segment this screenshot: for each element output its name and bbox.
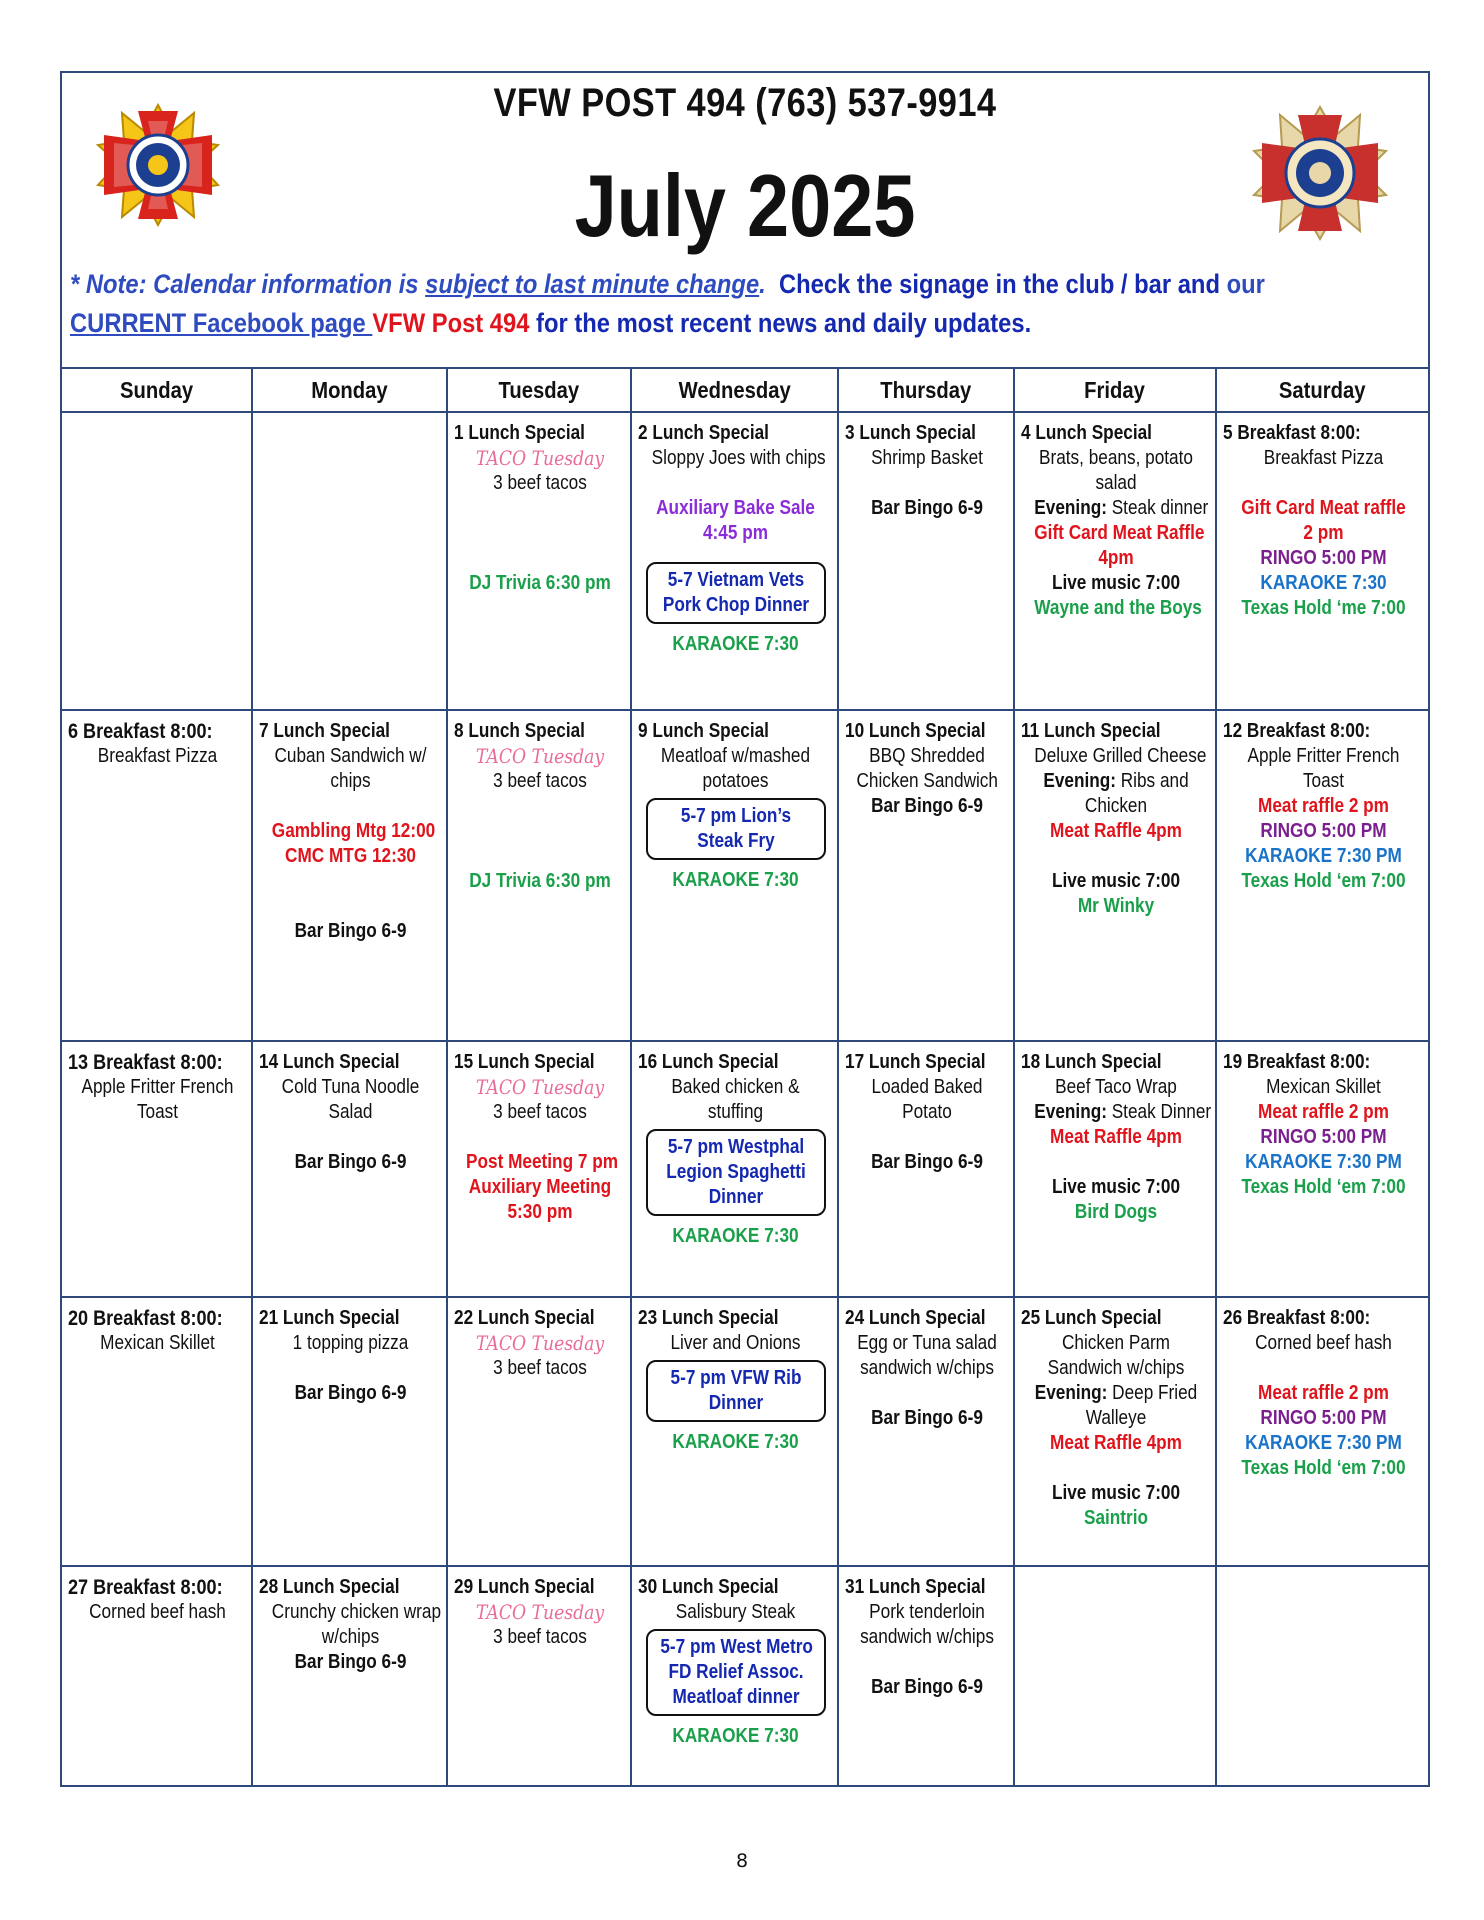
day-cell	[448, 1042, 632, 1298]
event-line: TACO Tuesday	[475, 1331, 605, 1355]
calendar-note	[70, 265, 1265, 343]
event-line: Beef Taco Wrap	[1055, 1076, 1177, 1098]
event-line: 3 beef tacos	[493, 472, 587, 494]
day-cell	[839, 711, 1015, 1042]
evening-label: Evening:	[1034, 497, 1107, 519]
event-line: Crunchy chicken wrap	[271, 1601, 442, 1623]
day-cell	[62, 413, 253, 711]
spacer	[454, 521, 626, 546]
event-line: Gambling Mtg 12:00	[271, 820, 436, 842]
event-line: Apple Fritter French	[81, 1076, 234, 1098]
dinner-event-box	[646, 1629, 826, 1716]
day-cell	[448, 1298, 632, 1567]
event-line: RINGO 5:00 PM	[1260, 1126, 1387, 1148]
event-line: salad	[1095, 472, 1137, 494]
spacer	[259, 869, 442, 894]
event-line: BBQ Shredded	[869, 745, 985, 767]
event-line: Cuban Sandwich w/	[274, 745, 427, 767]
event-line: Bird Dogs	[1074, 1201, 1158, 1223]
spacer	[454, 819, 626, 844]
dinner-event-box	[646, 798, 826, 860]
day-cell	[448, 711, 632, 1042]
dinner-event-box	[646, 1129, 826, 1216]
event-line: chips	[330, 770, 371, 792]
spacer	[259, 1125, 442, 1150]
event-line: CMC MTG 12:30	[285, 845, 416, 867]
day-number-heading: 30 Lunch Special	[638, 1576, 779, 1598]
day-cell	[62, 1298, 253, 1567]
event-line: Auxiliary Meeting	[468, 1176, 612, 1198]
event-box-line: Steak Fry	[696, 830, 775, 852]
day-header-label: Saturday	[1279, 377, 1366, 403]
event-line: Wayne and the Boys	[1034, 597, 1202, 619]
day-number-heading: 2 Lunch Special	[638, 422, 769, 444]
day-number-heading: 21 Lunch Special	[259, 1307, 400, 1329]
evening-special	[1034, 1381, 1197, 1406]
day-number-heading: 29 Lunch Special	[454, 1576, 595, 1598]
day-cell	[632, 1042, 839, 1298]
event-line: Meat Raffle 4pm	[1050, 1126, 1182, 1148]
day-cell	[1217, 1042, 1428, 1298]
day-cell	[1015, 1298, 1217, 1567]
event-box-line: 5-7 Vietnam Vets	[667, 569, 804, 591]
day-header-sunday	[62, 369, 253, 413]
day-cell	[253, 1042, 448, 1298]
event-line: Meatloaf w/mashed	[660, 745, 811, 767]
spacer	[259, 794, 442, 819]
event-box-line: Meatloaf dinner	[671, 1686, 800, 1708]
day-number-heading: 8 Lunch Special	[454, 720, 585, 742]
day-number-heading: 27 Breakfast 8:00:	[68, 1576, 223, 1599]
event-line: Liver and Onions	[670, 1332, 801, 1354]
day-number-heading: 26 Breakfast 8:00:	[1223, 1307, 1371, 1329]
event-line: sandwich w/chips	[860, 1626, 994, 1648]
event-line: Corned beef hash	[89, 1601, 226, 1623]
evening-value: Steak Dinner	[1106, 1101, 1212, 1123]
note-updates-text: for the most recent news and daily updates.	[529, 308, 1032, 338]
event-box-line: 5-7 pm Lion’s	[680, 805, 791, 827]
event-line: Mr Winky	[1077, 895, 1155, 917]
spacer	[845, 1125, 1009, 1150]
day-cell	[253, 1298, 448, 1567]
day-header-thursday	[839, 369, 1015, 413]
day-cell	[1217, 1298, 1428, 1567]
spacer	[1223, 1356, 1424, 1381]
event-line: Chicken Sandwich	[856, 770, 998, 792]
evening-value: Deep Fried	[1107, 1382, 1198, 1404]
event-line: Texas Hold ‘em 7:00	[1241, 1457, 1406, 1479]
event-line: Auxiliary Bake Sale	[656, 497, 815, 519]
day-number-heading: 28 Lunch Special	[259, 1576, 400, 1598]
day-number-heading: 1 Lunch Special	[454, 422, 585, 444]
day-cell	[839, 1567, 1015, 1787]
day-number-heading: 7 Lunch Special	[259, 720, 390, 742]
day-cell	[1217, 711, 1428, 1042]
event-line: Brats, beans, potato	[1039, 447, 1193, 469]
event-line: Sloppy Joes with chips	[651, 447, 826, 469]
day-number-heading: 24 Lunch Special	[845, 1307, 986, 1329]
event-line: Loaded Baked	[871, 1076, 983, 1098]
day-number-heading: 5 Breakfast 8:00:	[1223, 422, 1361, 444]
event-line: stuffing	[707, 1101, 764, 1123]
day-number-heading: 14 Lunch Special	[259, 1051, 400, 1073]
evening-label: Evening:	[1034, 1101, 1107, 1123]
event-line: potatoes	[702, 770, 769, 792]
event-line: Toast	[1302, 770, 1345, 792]
spacer	[638, 546, 833, 558]
event-line: TACO Tuesday	[475, 744, 605, 768]
day-number-heading: 31 Lunch Special	[845, 1576, 986, 1598]
spacer	[1021, 1150, 1211, 1175]
note-change-link-text: subject to last minute change	[425, 269, 760, 299]
event-line: Bar Bingo 6-9	[871, 795, 983, 817]
day-number-heading: 25 Lunch Special	[1021, 1307, 1162, 1329]
event-line: Shrimp Basket	[871, 447, 983, 469]
event-line: KARAOKE 7:30	[672, 1225, 799, 1247]
event-line: 3 beef tacos	[493, 1626, 587, 1648]
spacer	[638, 471, 833, 496]
event-box-line: 5-7 pm Westphal	[667, 1136, 804, 1158]
spacer	[454, 844, 626, 869]
spacer	[1021, 1456, 1211, 1481]
event-line: KARAOKE 7:30	[1260, 572, 1387, 594]
calendar-header	[62, 73, 1428, 369]
spacer	[845, 471, 1009, 496]
event-line: KARAOKE 7:30 PM	[1245, 1151, 1402, 1173]
event-line: 1 topping pizza	[292, 1332, 409, 1354]
day-header-label: Monday	[311, 377, 388, 403]
event-line: sandwich w/chips	[860, 1357, 994, 1379]
event-line: Live music 7:00	[1051, 870, 1181, 892]
event-line: Pork tenderloin	[869, 1601, 985, 1623]
evening-label: Evening:	[1043, 770, 1116, 792]
event-line: Texas Hold ‘em 7:00	[1241, 1176, 1406, 1198]
note-our: our	[1226, 269, 1265, 299]
day-number-heading: 16 Lunch Special	[638, 1051, 779, 1073]
day-cell	[1015, 711, 1217, 1042]
day-number-heading: 9 Lunch Special	[638, 720, 769, 742]
event-line: Bar Bingo 6-9	[294, 920, 407, 942]
evening-value: Steak dinner	[1106, 497, 1209, 519]
event-line: Meat raffle 2 pm	[1258, 795, 1389, 817]
event-line: Mexican Skillet	[100, 1332, 215, 1354]
event-line: Live music 7:00	[1051, 572, 1181, 594]
day-header-label: Tuesday	[498, 377, 580, 403]
event-line: Bar Bingo 6-9	[871, 1676, 983, 1698]
event-line: Bar Bingo 6-9	[871, 497, 983, 519]
event-line: 4pm	[1098, 547, 1134, 569]
day-number-heading: 10 Lunch Special	[845, 720, 986, 742]
event-line: Cold Tuna Noodle	[281, 1076, 420, 1098]
event-line: RINGO 5:00 PM	[1260, 820, 1387, 842]
day-header-label: Sunday	[119, 377, 194, 403]
event-line: Deluxe Grilled Cheese	[1034, 745, 1207, 767]
day-number-heading: 12 Breakfast 8:00:	[1223, 720, 1371, 742]
day-header-label: Wednesday	[678, 377, 791, 403]
day-number-heading: 17 Lunch Special	[845, 1051, 986, 1073]
day-number-heading: 15 Lunch Special	[454, 1051, 595, 1073]
evening-value: Ribs and	[1115, 770, 1189, 792]
event-line: TACO Tuesday	[475, 1600, 605, 1624]
evening-special	[1034, 769, 1197, 794]
day-cell	[632, 711, 839, 1042]
day-cell	[448, 413, 632, 711]
event-line: KARAOKE 7:30	[672, 1725, 799, 1747]
day-header-saturday	[1217, 369, 1428, 413]
day-cell	[448, 1567, 632, 1787]
event-box-line: Dinner	[708, 1392, 763, 1414]
event-box-line: 5-7 pm VFW Rib	[670, 1367, 801, 1389]
day-number-heading: 22 Lunch Special	[454, 1307, 595, 1329]
note-period: .	[759, 269, 766, 299]
event-line: KARAOKE 7:30	[672, 633, 799, 655]
day-header-label: Thursday	[880, 377, 972, 403]
day-cell	[62, 1567, 253, 1787]
day-number-heading: 19 Breakfast 8:00:	[1223, 1051, 1371, 1073]
event-line: TACO Tuesday	[475, 1075, 605, 1099]
event-line: Breakfast Pizza	[1263, 447, 1384, 469]
event-line: KARAOKE 7:30	[672, 1431, 799, 1453]
event-line: Bar Bingo 6-9	[294, 1382, 407, 1404]
day-number-heading: 13 Breakfast 8:00:	[68, 1051, 223, 1074]
spacer	[1021, 844, 1211, 869]
day-header-friday	[1015, 369, 1217, 413]
day-number-heading: 3 Lunch Special	[845, 422, 976, 444]
event-line: Gift Card Meat raffle	[1241, 497, 1406, 519]
day-header-monday	[253, 369, 448, 413]
event-line: Salisbury Steak	[675, 1601, 796, 1623]
event-box-line: Legion Spaghetti	[665, 1161, 806, 1183]
event-line: Bar Bingo 6-9	[871, 1151, 983, 1173]
day-number-heading: 6 Breakfast 8:00:	[68, 720, 213, 743]
day-cell	[253, 413, 448, 711]
event-box-line: Dinner	[708, 1186, 763, 1208]
spacer	[845, 1381, 1009, 1406]
vfw-auxiliary-emblem-icon	[1248, 101, 1392, 245]
event-line: KARAOKE 7:30 PM	[1245, 1432, 1402, 1454]
month-title: July 2025	[574, 156, 916, 255]
evening-special	[1034, 1100, 1212, 1125]
event-line: Corned beef hash	[1255, 1332, 1392, 1354]
day-cell	[1015, 413, 1217, 711]
day-cell	[253, 1567, 448, 1787]
event-line: Live music 7:00	[1051, 1176, 1181, 1198]
event-line: Mexican Skillet	[1266, 1076, 1381, 1098]
day-cell	[632, 1567, 839, 1787]
spacer	[259, 1356, 442, 1381]
event-line: KARAOKE 7:30	[672, 869, 799, 891]
evening-special	[1034, 496, 1209, 521]
day-cell	[1015, 1042, 1217, 1298]
event-line: Meat Raffle 4pm	[1050, 820, 1182, 842]
event-line: 3 beef tacos	[493, 1101, 587, 1123]
event-line: Post Meeting 7 pm	[466, 1151, 619, 1173]
event-line: Walleye	[1085, 1407, 1147, 1429]
event-line: Apple Fritter French	[1247, 745, 1400, 767]
day-cell	[62, 1042, 253, 1298]
event-line: Meat raffle 2 pm	[1258, 1382, 1389, 1404]
event-line: w/chips	[321, 1626, 380, 1648]
event-box-line: Pork Chop Dinner	[662, 594, 809, 616]
page-number: 8	[735, 1850, 749, 1872]
day-number-heading: 4 Lunch Special	[1021, 422, 1152, 444]
event-line: 2 pm	[1303, 522, 1344, 544]
day-cell	[839, 1042, 1015, 1298]
day-header-wednesday	[632, 369, 839, 413]
event-line: Meat raffle 2 pm	[1258, 1101, 1389, 1123]
day-cell	[632, 413, 839, 711]
event-line: Chicken Parm	[1061, 1332, 1171, 1354]
event-line: Egg or Tuna salad	[857, 1332, 997, 1354]
day-cell	[253, 711, 448, 1042]
day-cell	[839, 1298, 1015, 1567]
facebook-page-link[interactable]: CURRENT Facebook page	[70, 308, 373, 338]
event-line: Bar Bingo 6-9	[871, 1407, 983, 1429]
day-cell	[1217, 1567, 1428, 1787]
event-line: DJ Trivia 6:30 pm	[469, 572, 611, 594]
event-line: RINGO 5:00 PM	[1260, 1407, 1387, 1429]
event-line: 3 beef tacos	[493, 1357, 587, 1379]
spacer	[454, 496, 626, 521]
event-line: Texas Hold ‘me 7:00	[1241, 597, 1406, 619]
day-cell	[632, 1298, 839, 1567]
day-cell	[62, 711, 253, 1042]
day-cell	[1217, 413, 1428, 711]
day-number-heading: 11 Lunch Special	[1021, 720, 1161, 742]
event-line: KARAOKE 7:30 PM	[1245, 845, 1402, 867]
event-line: Bar Bingo 6-9	[294, 1151, 407, 1173]
note-signage-text: Check the signage in the club / bar and	[778, 269, 1227, 299]
event-box-line: FD Relief Assoc.	[667, 1661, 804, 1683]
event-line: Bar Bingo 6-9	[294, 1651, 407, 1673]
day-header-tuesday	[448, 369, 632, 413]
dinner-event-box	[646, 1360, 826, 1422]
day-cell	[1015, 1567, 1217, 1787]
day-header-label: Friday	[1084, 377, 1146, 403]
event-line: Toast	[136, 1101, 179, 1123]
dinner-event-box	[646, 562, 826, 624]
day-number-heading: 23 Lunch Special	[638, 1307, 779, 1329]
event-line: TACO Tuesday	[475, 446, 605, 470]
event-box-line: 5-7 pm West Metro	[659, 1636, 813, 1658]
post-contact-line: VFW POST 494 (763) 537-9914	[493, 81, 997, 125]
event-line: Saintrio	[1083, 1507, 1149, 1529]
event-line: Potato	[902, 1101, 952, 1123]
event-line: RINGO 5:00 PM	[1260, 547, 1387, 569]
vfw-post-name: VFW Post 494	[372, 308, 530, 338]
spacer	[454, 794, 626, 819]
spacer	[454, 546, 626, 571]
day-number-heading: 20 Breakfast 8:00:	[68, 1307, 223, 1330]
event-line: Meat Raffle 4pm	[1050, 1432, 1182, 1454]
event-line: Gift Card Meat Raffle	[1034, 522, 1205, 544]
evening-label: Evening:	[1034, 1382, 1108, 1404]
spacer	[259, 894, 442, 919]
event-line: Breakfast Pizza	[97, 745, 218, 767]
event-line: Baked chicken &	[671, 1076, 800, 1098]
spacer	[1223, 471, 1424, 496]
event-line: 5:30 pm	[507, 1201, 573, 1223]
spacer	[845, 1650, 1009, 1675]
note-prefix: * Note: Calendar information is	[70, 269, 426, 299]
spacer	[454, 1125, 626, 1150]
day-number-heading: 18 Lunch Special	[1021, 1051, 1162, 1073]
event-line: Texas Hold ‘em 7:00	[1241, 870, 1406, 892]
event-line: 3 beef tacos	[493, 770, 587, 792]
calendar-frame	[60, 71, 1430, 1787]
event-line: Sandwich w/chips	[1047, 1357, 1185, 1379]
event-line: 4:45 pm	[702, 522, 769, 544]
event-line: DJ Trivia 6:30 pm	[469, 870, 611, 892]
event-line: Salad	[328, 1101, 373, 1123]
event-line: Chicken	[1084, 795, 1148, 817]
day-cell	[839, 413, 1015, 711]
event-line: Live music 7:00	[1051, 1482, 1181, 1504]
